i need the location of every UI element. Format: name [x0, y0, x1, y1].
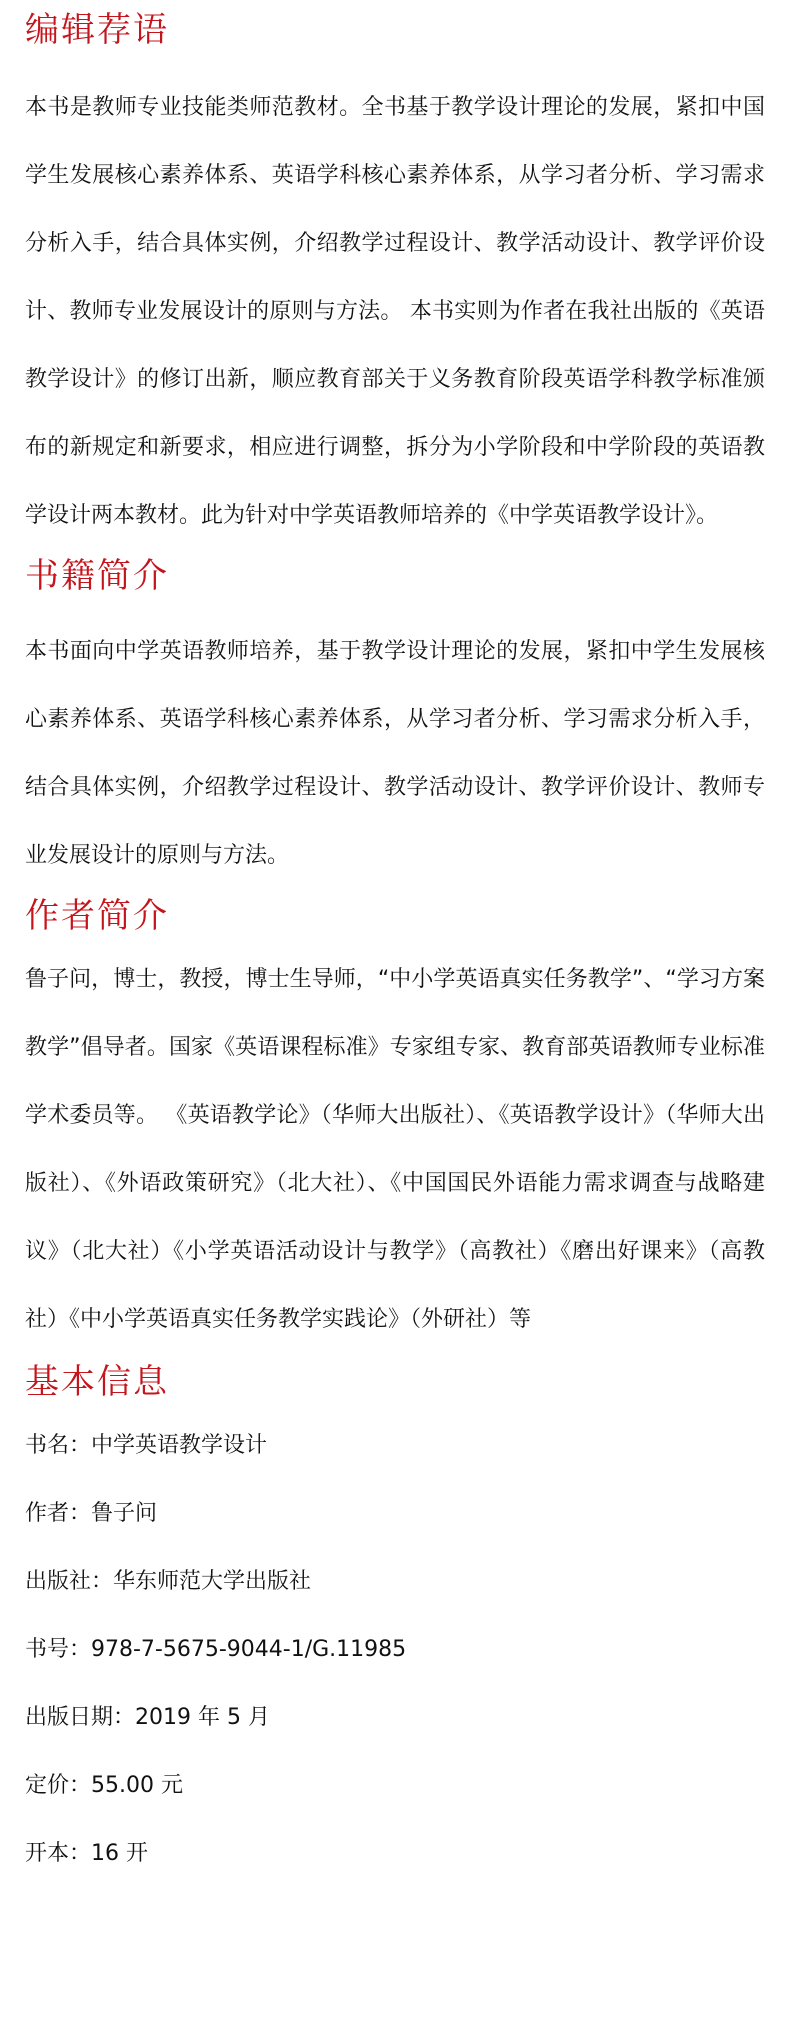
book-intro-title: 书籍简介 — [25, 556, 169, 596]
author-intro-section — [25, 890, 765, 1354]
basic-info-section — [25, 1356, 765, 1888]
info-price: 定价：55.00 元 — [25, 1773, 183, 1798]
author-intro-title: 作者简介 — [25, 896, 169, 936]
info-book-title: 书名：中学英语教学设计 — [25, 1433, 268, 1458]
book-intro-text: 本书面向中学英语教师培养，基于教学设计理论的发展，紧扣中学生发展核心素养体系、英语学科核心素养体系，从学习者分析、学习需求分析入手，结合具体实例，介绍教学过程设计、教学活动设计、教学评价设计、教师专业发展设计的原则与方法。 — [25, 639, 765, 868]
basic-info-title: 基本信息 — [25, 1362, 169, 1402]
info-isbn: 书号：978-7-5675-9044-1/G.11985 — [25, 1637, 407, 1662]
book-intro-section — [25, 550, 765, 890]
basic-info-list — [25, 1412, 765, 1888]
author-intro-text: 鲁子问，博士，教授，博士生导师，“中小学英语真实任务教学”、“学习方案教学”倡导者。国家《英语课程标准》专家组专家、教育部英语教师专业标准学术委员等。 《英语教学论》（华师大出版社）、《英语教学设计》（华师大出版社）、《外语政策研究》（北大社）、《中国国民外语能力需求调查与战略建议》（北大社）《小学英语活动设计与教学》（高教社）《磨出好课来》（高教社）《中小学英语真实任务教学实践论》（外研社）等 — [25, 967, 765, 1332]
info-publisher: 出版社：华东师范大学出版社 — [25, 1569, 312, 1594]
editor-recommendation-title: 编辑荐语 — [25, 10, 169, 50]
info-author: 作者：鲁子问 — [25, 1501, 158, 1526]
info-format: 开本：16 开 — [25, 1841, 148, 1866]
info-publish-date: 出版日期：2019 年 5 月 — [25, 1705, 270, 1730]
editor-recommendation-section — [25, 4, 765, 550]
editor-recommendation-text: 本书是教师专业技能类师范教材。全书基于教学设计理论的发展，紧扣中国学生发展核心素养体系、英语学科核心素养体系，从学习者分析、学习需求分析入手，结合具体实例，介绍教学过程设计、教学活动设计、教学评价设计、教师专业发展设计的原则与方法。 本书实则为作者在我社出版的《英语教学设计》的修订出新，顺应教育部关于义务教育阶段英语学科教学标准颁布的新规定和新要求，相应进行调整，拆分为小学阶段和中学阶段的英语教学设计两本教材。此为针对中学英语教师培养的《中学英语教学设计》。 — [25, 95, 765, 528]
book-detail-page — [0, 4, 790, 2039]
